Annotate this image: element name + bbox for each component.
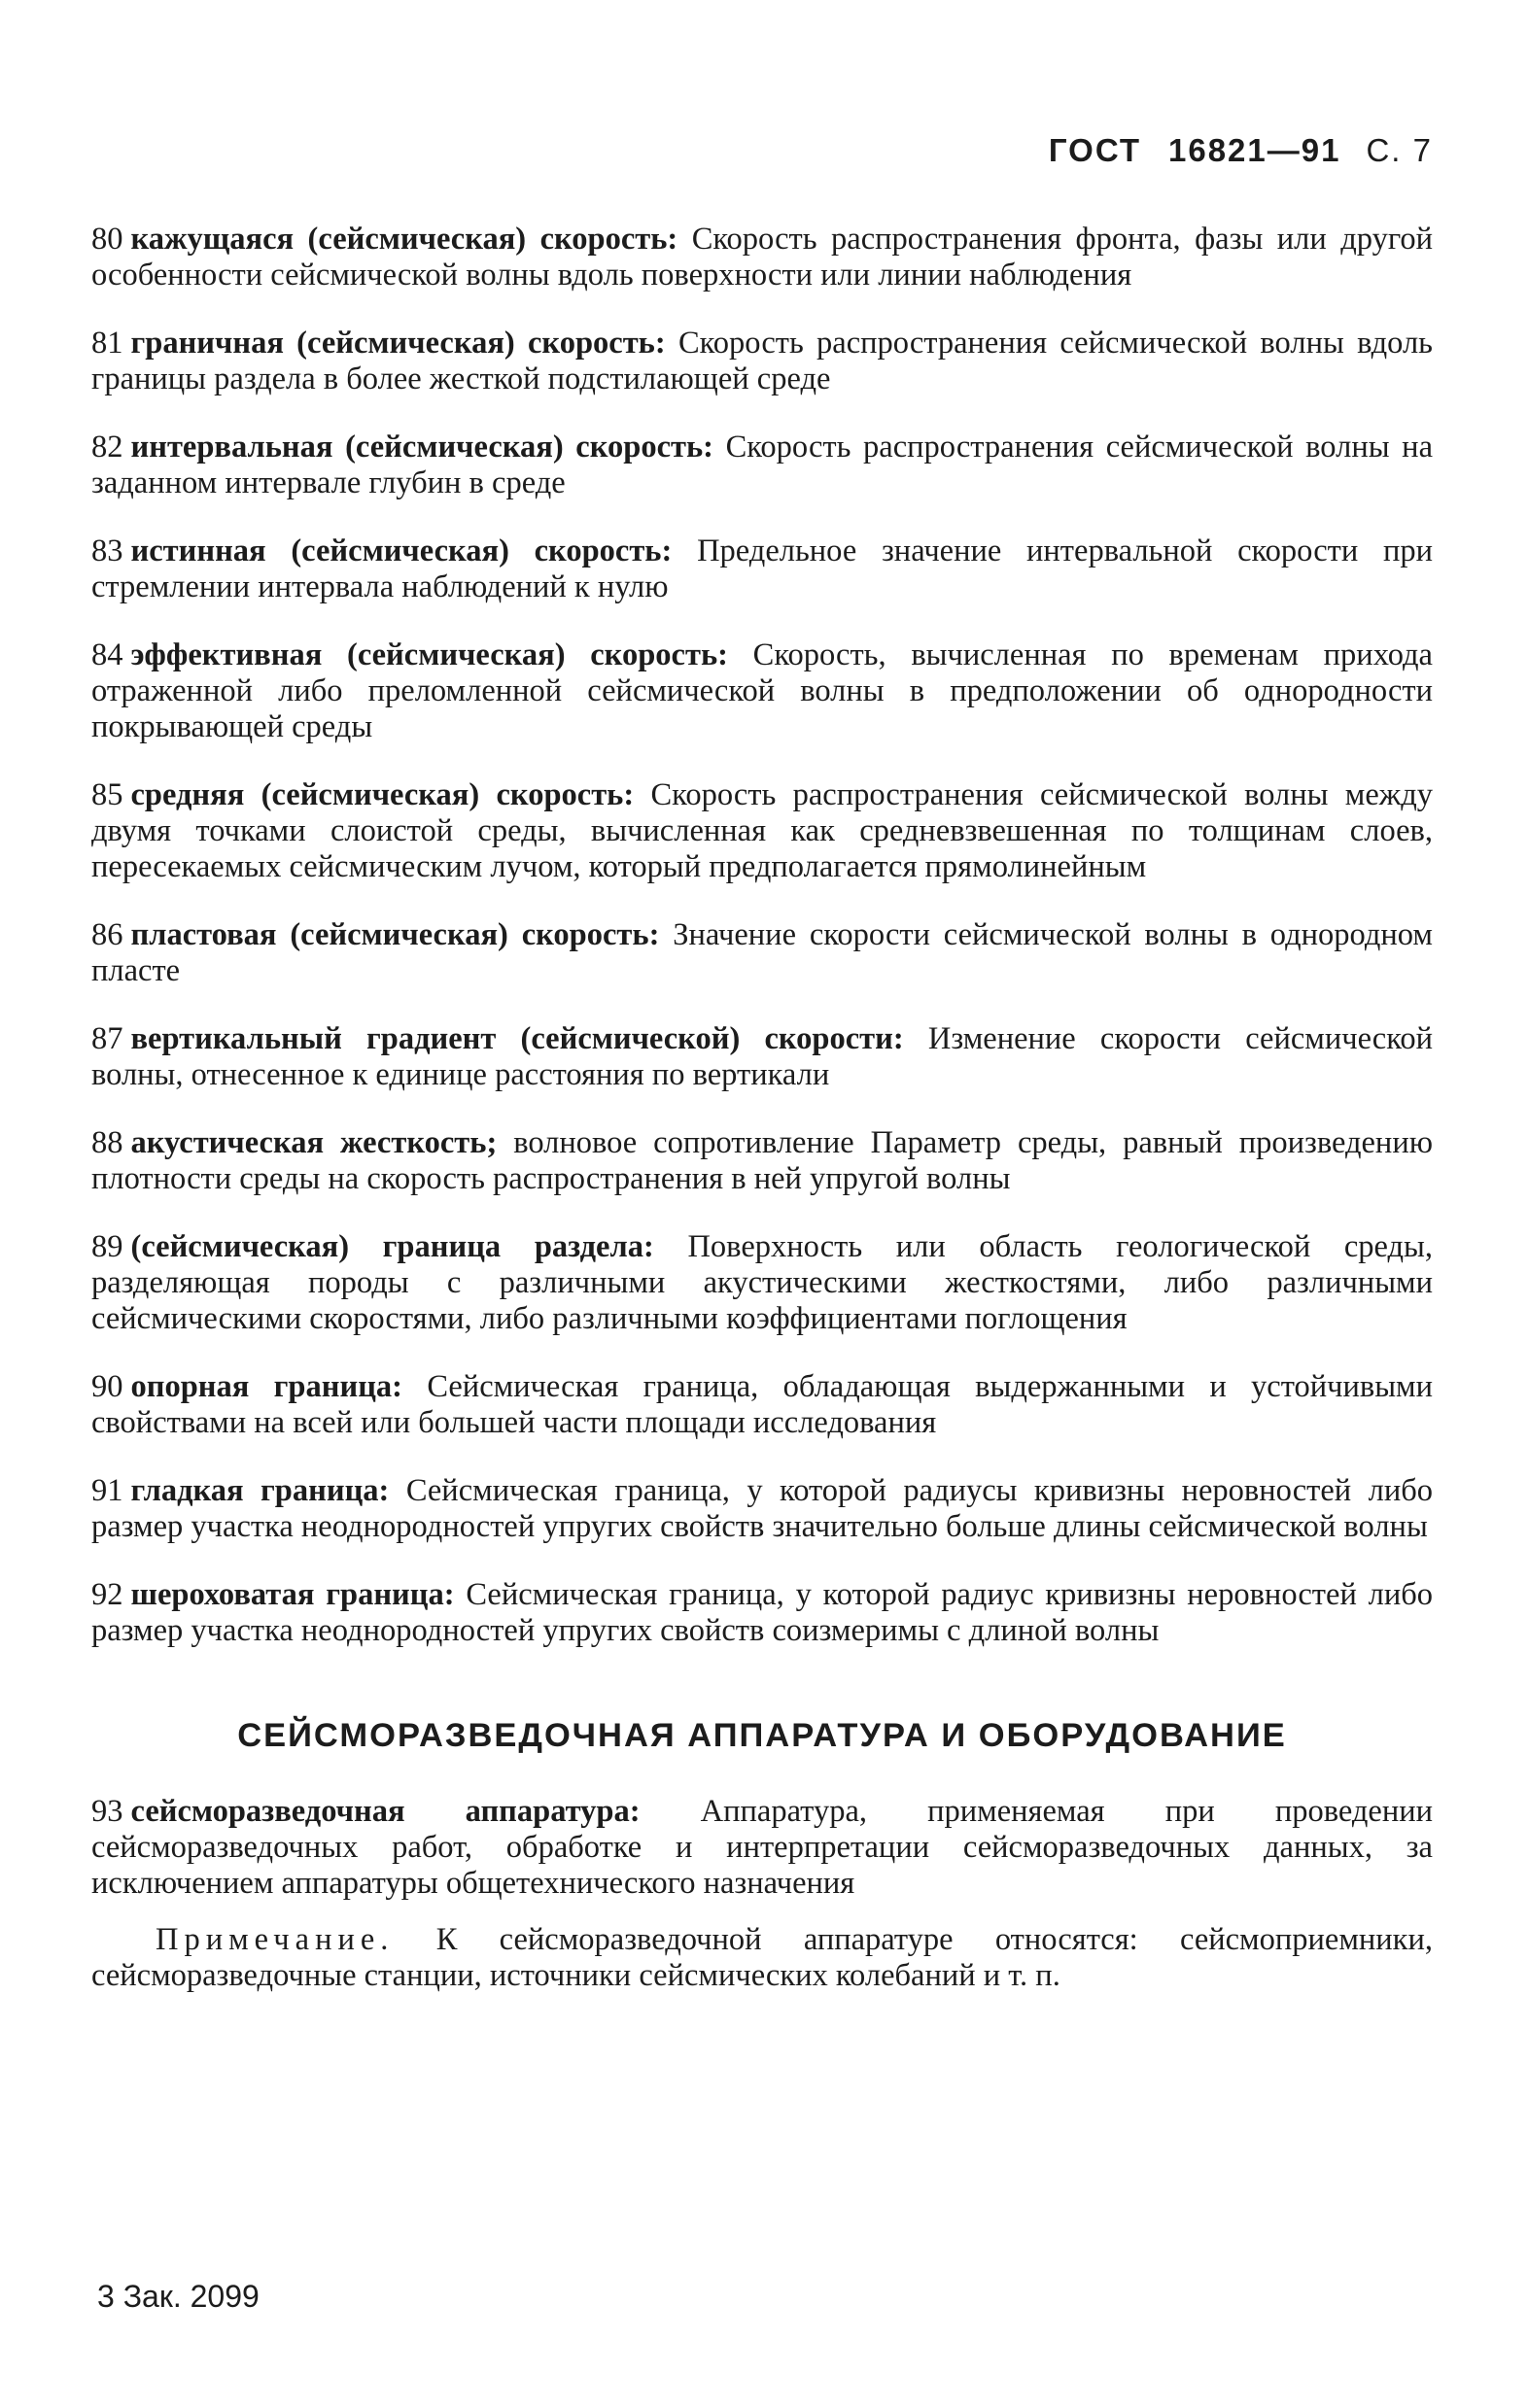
standard-number: 16821—91 [1167,132,1341,168]
entry-definition: Скорость распространения сейсмической волны на заданном интервале глубин в среде [91,430,1433,500]
entry-number: 90 [91,1369,123,1404]
entry-definition: Скорость распространения сейсмической волны между двумя точками слоистой среды, вычисленная как средневзвешенная по толщинам слоев, пересекаемых сейсмическим лучом, который предполагается прямолинейным [91,777,1434,884]
order-footer: 3 Зак. 2099 [97,2279,260,2314]
entry-number: 81 [91,326,123,361]
entry-number: 82 [91,430,123,464]
term-entry-82 [91,430,1433,501]
entry-number: 91 [91,1473,123,1508]
entry-definition: Скорость распространения фронта, фазы или другой особенности сейсмической волны вдоль поверхности или линии наблюдения [91,222,1433,292]
entry-definition: Сейсмическая граница, у которой радиусы кривизны неровностей либо размер участка неоднородностей упругих свойств значительно больше длины сейсмической волны [91,1473,1433,1544]
entry-number: 80 [91,222,123,257]
entry-definition: Сейсмическая граница, обладающая выдержанными и устойчивыми свойствами на всей или большей части площади исследования [91,1369,1433,1440]
entry-definition: волновое сопротивление Параметр среды, равный произведению плотности среды на скорость распространения в ней упругой волны [91,1125,1433,1196]
entry-definition: Скорость, вычисленная по временам прихода отраженной либо преломленной сейсмической волны в предположении об однородности покрывающей среды [91,637,1433,744]
entry-number: 87 [91,1021,123,1056]
term-entry-85 [91,777,1433,885]
standard-label: ГОСТ [1048,132,1141,168]
note-label: Примечание. [156,1922,395,1957]
entry-definition: Поверхность или область геологической среды, разделяющая породы с различными акустическими жесткостями, либо различными сейсмическими скоростями, либо различными коэффициентами поглощения [91,1229,1434,1336]
term-entry-83 [91,533,1433,605]
entry-term: интервальная (сейсмическая) скорость: [130,430,713,464]
note-paragraph [91,1922,1433,1994]
entry-number: 89 [91,1229,123,1264]
entry-number: 85 [91,777,123,812]
entry-term: сейсморазведочная аппаратура: [130,1794,641,1829]
entry-number: 93 [91,1794,123,1829]
term-entry-80 [91,222,1433,293]
entry-term: истинная (сейсмическая) скорость: [130,533,673,568]
entry-definition: Значение скорости сейсмической волны в однородном пласте [91,917,1433,988]
entry-term: шероховатая граница: [130,1577,455,1612]
term-entry-91 [91,1473,1433,1545]
term-entry-90 [91,1369,1433,1441]
note-text: К сейсморазведочной аппаратуре относятся: сейсмоприемники, сейсморазведочные станции, источники сейсмических колебаний и т. п. [91,1922,1433,1993]
term-entry-88 [91,1125,1433,1197]
entry-definition: Предельное значение интервальной скорости при стремлении интервала наблюдений к нулю [91,533,1434,604]
entry-term: граничная (сейсмическая) скорость: [130,326,666,361]
entry-number: 84 [91,637,123,672]
entry-number: 86 [91,917,123,952]
entry-number: 88 [91,1125,123,1160]
entry-term: (сейсмическая) граница раздела: [130,1229,654,1264]
entry-definition: Аппаратура, применяемая при проведении сейсморазведочных работ, обработке и интерпретации сейсморазведочных данных, за исключением аппаратуры общетехнического назначения [91,1794,1433,1901]
entry-term: гладкая граница: [130,1473,390,1508]
entry-number: 83 [91,533,123,568]
term-entry-84 [91,637,1433,745]
term-entry-86 [91,917,1433,989]
entry-definition: Скорость распространения сейсмической волны вдоль границы раздела в более жесткой подстилающей среде [91,326,1434,396]
page-number: С. 7 [1366,132,1433,168]
entry-term: эффективная (сейсмическая) скорость: [130,637,728,672]
entry-term: кажущаяся (сейсмическая) скорость: [130,222,678,257]
entry-term: акустическая жесткость; [130,1125,498,1160]
section-heading: СЕЙСМОРАЗВЕДОЧНАЯ АППАРАТУРА И ОБОРУДОВАНИЕ [237,1717,1287,1754]
entry-term: вертикальный градиент (сейсмической) скорости: [130,1021,904,1056]
document-body [91,222,1433,1994]
entry-term: пластовая (сейсмическая) скорость: [130,917,660,952]
page-header [1049,132,1433,169]
entry-number: 92 [91,1577,123,1612]
term-entry-92 [91,1577,1433,1649]
term-entry-89 [91,1229,1433,1337]
entry-definition: Изменение скорости сейсмической волны, отнесенное к единице расстояния по вертикали [91,1021,1434,1092]
entry-definition: Сейсмическая граница, у которой радиус кривизны неровностей либо размер участка неоднородностей упругих свойств соизмеримы с длиной волны [91,1577,1433,1648]
term-entry-81 [91,326,1433,397]
term-entry-93 [91,1794,1433,1902]
entry-term: средняя (сейсмическая) скорость: [130,777,635,812]
term-entry-87 [91,1021,1433,1093]
entry-term: опорная граница: [130,1369,402,1404]
